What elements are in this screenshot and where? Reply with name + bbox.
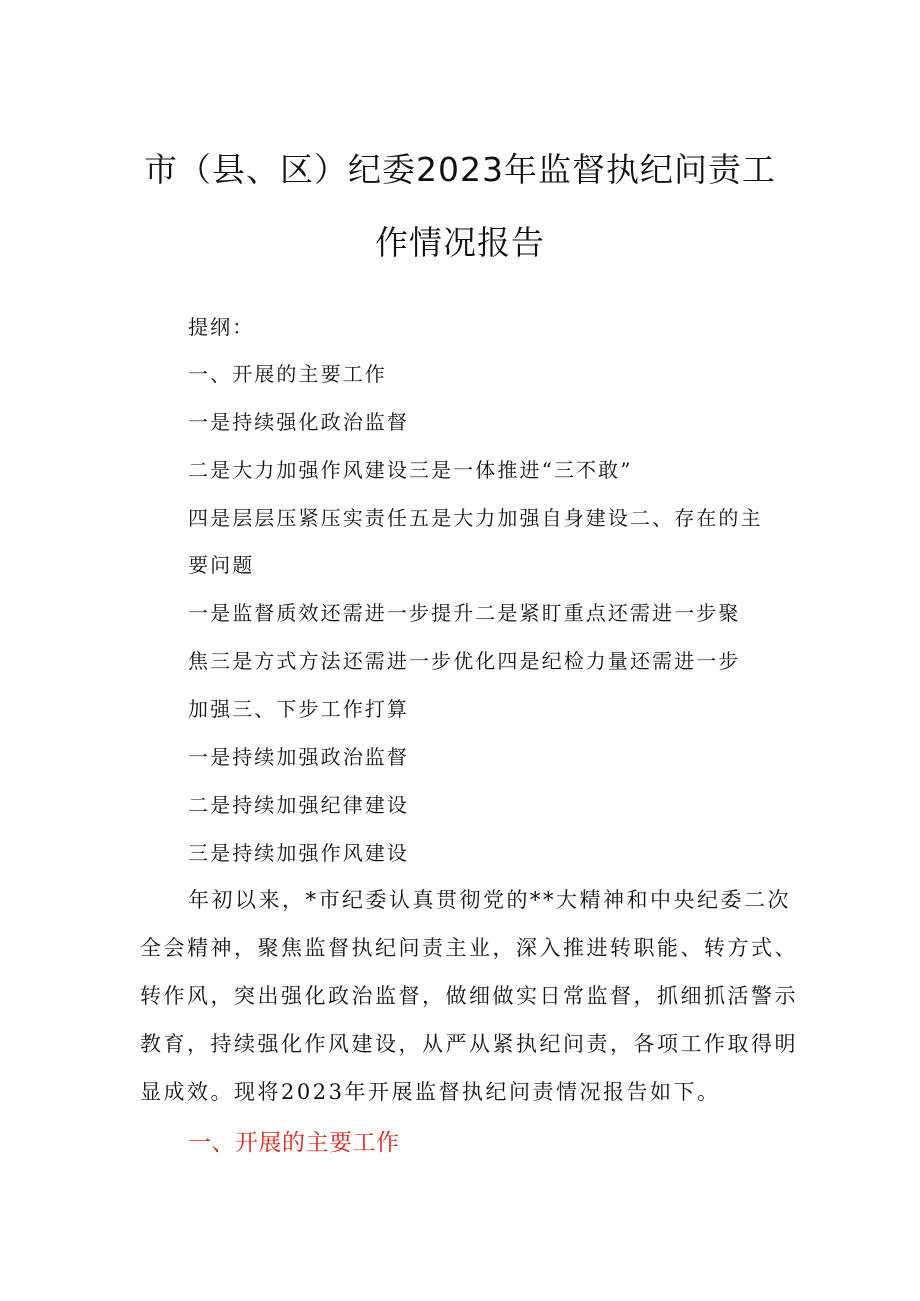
outline-line: 一是持续加强政治监督: [188, 745, 409, 769]
outline-line: 一是监督质效还需进一步提升二是紧盯重点还需进一步聚: [188, 601, 741, 625]
body-line: 年初以来，*市纪委认真贯彻党的**大精神和中央纪委二次: [188, 888, 791, 912]
section-heading: 一、开展的主要工作: [188, 1130, 400, 1156]
outline-line: 要问题: [188, 553, 255, 577]
document-title-line-1: 市（县、区）纪委2023年监督执纪问责工: [144, 150, 776, 189]
outline-line: 一、开展的主要工作: [188, 362, 387, 386]
document-title-line-2: 作情况报告: [375, 223, 545, 262]
outline-line: 二是大力加强作风建设三是一体推进“三不敢”: [188, 458, 633, 482]
body-line: 显成效。现将2023年开展监督执纪问责情况报告如下。: [140, 1080, 721, 1104]
outline-line: 四是层层压紧压实责任五是大力加强自身建设二、存在的主: [188, 506, 763, 530]
outline-line: 提纲：: [188, 315, 255, 339]
outline-line: 焦三是方式方法还需进一步优化四是纪检力量还需进一步: [188, 649, 741, 673]
body-line: 转作风，突出强化政治监督，做细做实日常监督，抓细抓活警示: [140, 984, 798, 1008]
body-line: 教育，持续强化作风建设，从严从紧执纪问责，各项工作取得明: [140, 1032, 798, 1056]
outline-line: 加强三、下步工作打算: [188, 697, 409, 721]
outline-line: 二是持续加强纪律建设: [188, 793, 409, 817]
outline-line: 一是持续强化政治监督: [188, 410, 409, 434]
outline-line: 三是持续加强作风建设: [188, 841, 409, 865]
body-line: 全会精神，聚焦监督执纪问责主业，深入推进转职能、转方式、: [140, 936, 798, 960]
